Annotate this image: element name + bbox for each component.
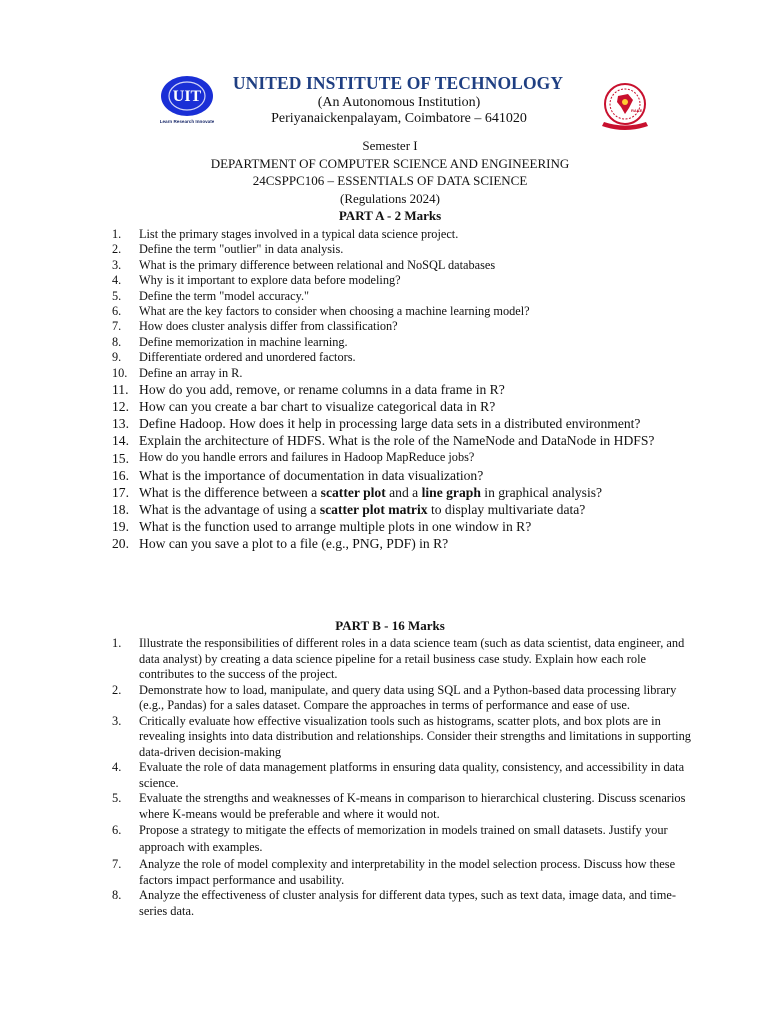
logo-tagline: Learn Research Innovate	[160, 119, 214, 124]
emblem-text: RAKE	[631, 108, 643, 113]
question-item: 16. What is the importance of documentation in data visualization?	[112, 468, 484, 484]
question-item: 6. Propose a strategy to mitigate the effects of memorization in models trained on small datasets. Justify your approach with examples.	[112, 823, 668, 854]
semester: Semester I	[362, 138, 418, 153]
question-item: 8. Analyze the effectiveness of cluster analysis for different data types, such as text data, image data, and time-series data.	[112, 888, 676, 918]
question-item: 12. How can you create a bar chart to visualize categorical data in R?	[112, 399, 496, 415]
question-item: 11. How do you add, remove, or rename columns in a data frame in R?	[112, 382, 505, 398]
logo-text: UIT	[172, 88, 202, 105]
question-item: 2. Define the term "outlier" in data analysis.	[112, 242, 344, 257]
institution-address: Periyanaickenpalayam, Coimbatore – 641020	[271, 111, 527, 126]
question-item: 13. Define Hadoop. How does it help in processing large data sets in a distributed environment?	[112, 416, 641, 432]
part-b-questions	[112, 636, 692, 919]
question-item: 6. What are the key factors to consider when choosing a machine learning model?	[112, 304, 530, 319]
question-item: 3. Critically evaluate how effective visualization tools such as histograms, scatter plots, and box plots are in revealing insights into data distribution and relationships. Consider their strengths and limitations in supporting data-driven decision-making	[112, 713, 692, 759]
question-item: 8. Define memorization in machine learning.	[112, 334, 348, 349]
question-item: 1. List the primary stages involved in a typical data science project.	[112, 227, 459, 241]
question-item: 1. Illustrate the responsibilities of different roles in a data science team (such as data scientist, data engineer, and data analyst) by creating a data science pipeline for a retail business case study. Explain how each role contributes to the success of the project.	[112, 636, 685, 681]
question-item: 7. How does cluster analysis differ from classification?	[112, 319, 398, 334]
part-a-title: PART A - 2 Marks	[338, 208, 442, 223]
regulations: (Regulations 2024)	[339, 191, 440, 206]
question-item: 7. Analyze the role of model complexity and interpretability in the model selection process. Discuss how these factors impact performance and usability.	[112, 857, 676, 887]
question-item: 9. Differentiate ordered and unordered factors.	[112, 350, 356, 365]
question-item: 2. Demonstrate how to load, manipulate, and query data using SQL and a Python-based data processing library (e.g., Pandas) for a sales dataset. Compare the approaches in terms of performance and ease of use.	[112, 682, 677, 712]
department: DEPARTMENT OF COMPUTER SCIENCE AND ENGINEERING	[210, 156, 570, 171]
course-title: 24CSPPC106 – ESSENTIALS OF DATA SCIENCE	[252, 173, 528, 188]
institution-subtitle: (An Autonomous Institution)	[317, 95, 481, 110]
question-item: 10. Define an array in R.	[112, 365, 243, 380]
question-item: 4. Evaluate the role of data management platforms in ensuring data quality, consistency, and accessibility in data science.	[112, 760, 685, 790]
question-item: 4. Why is it important to explore data before modeling?	[112, 273, 401, 288]
institution-name: UNITED INSTITUTE OF TECHNOLOGY	[232, 73, 564, 93]
question-item: 20. How can you save a plot to a file (e.g., PNG, PDF) in R?	[112, 536, 449, 552]
part-a-questions	[112, 227, 692, 552]
question-item: 17. What is the difference between a scatter plot and a line graph in graphical analysis?	[112, 485, 603, 501]
part-b-title: PART B - 16 Marks	[335, 618, 445, 633]
question-item: 5. Define the term "model accuracy."	[112, 288, 310, 303]
question-item: 5. Evaluate the strengths and weaknesses of K-means in comparison to hierarchical clustering. Discuss scenarios where K-means would be preferable and where it would not.	[112, 791, 686, 821]
question-item: 3. What is the primary difference between relational and NoSQL databases	[112, 257, 496, 272]
question-item: 15. How do you handle errors and failures in Hadoop MapReduce jobs?	[112, 450, 475, 467]
question-item: 18. What is the advantage of using a scatter plot matrix to display multivariate data?	[112, 502, 586, 518]
question-item: 14. Explain the architecture of HDFS. What is the role of the NameNode and DataNode in HDFS?	[112, 433, 655, 449]
question-item: 19. What is the function used to arrange multiple plots in one window in R?	[112, 519, 532, 535]
